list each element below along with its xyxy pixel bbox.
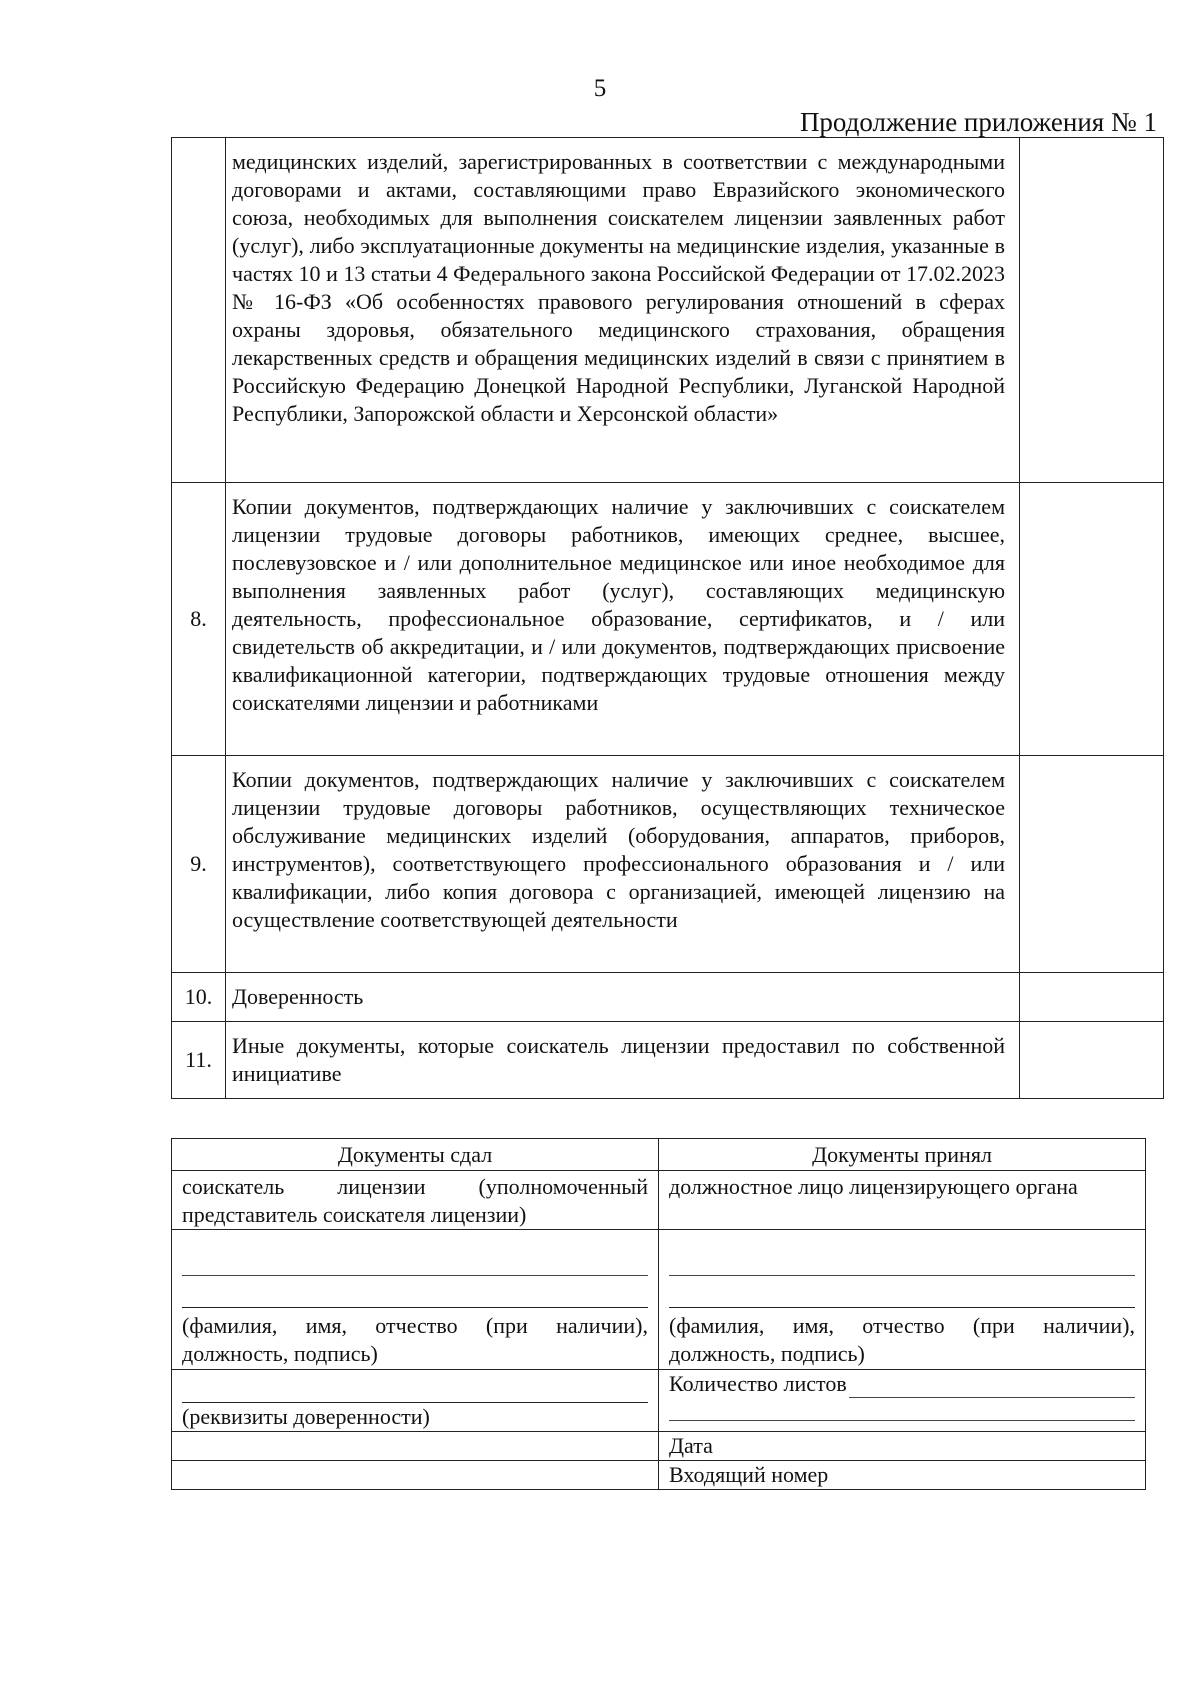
page-number: 5 <box>593 75 607 102</box>
item-mark-cell <box>1020 1022 1164 1099</box>
item-number: 8. <box>172 483 226 756</box>
item-mark-cell <box>1020 973 1164 1022</box>
table-row <box>172 138 1164 483</box>
item-mark-cell <box>1020 483 1164 756</box>
table-row <box>172 1370 1146 1432</box>
item-text: Копии документов, подтверждающих наличие у заключивших с соискателем лицензии трудовые договоры работников, имеющих среднее, высшее, послевузовское и / или дополнительное медицинское или иное необходимое для выполнения заявленных работ (услуг), составляющих медицинскую деятельность, профессиональное образование, сертификатов, и / или свидетельств об аккредитации, и / или документов, подтверждающих присвоение квалификационной категории, подтверждающих трудовые отношения между соискателями лицензии и работниками <box>226 483 1020 756</box>
item-text: медицинских изделий, зарегистрированных в соответствии с международными договорами и актами, составляющими право Евразийского экономического союза, необходимых для выполнения соискателем лицензии заявленных работ (услуг), либо эксплуатационные документы на медицинские изделия, указанные в частях 10 и 13 статьи 4 Федерального закона Российской Федерации от 17.02.2023 № 16-ФЗ «Об особенностях правового регулирования отношений в сферах охраны здоровья, обязательного медицинского страхования, обращения лекарственных средств и обращения медицинских изделий в связи с принятием в Российскую Федерацию Донецкой Народной Республики, Луганской Народной Республики, Запорожской области и Херсонской области» <box>226 138 1020 483</box>
table-row <box>172 483 1164 756</box>
submitted-header: Документы сдал <box>172 1139 659 1171</box>
applicant-signature-cell <box>172 1230 659 1370</box>
applicant-label: соискатель лицензии (уполномоченный представитель соискателя лицензии) <box>172 1171 659 1230</box>
signature-table <box>171 1138 1146 1490</box>
name-caption: (фамилия, имя, отчество (при наличии), должность, подпись) <box>182 1313 648 1366</box>
item-number: 11. <box>172 1022 226 1099</box>
official-label: должностное лицо лицензирующего органа <box>659 1171 1146 1230</box>
table-row <box>172 756 1164 973</box>
power-of-attorney-cell <box>172 1370 659 1432</box>
item-mark-cell <box>1020 756 1164 973</box>
table-row <box>172 1432 1146 1461</box>
official-signature-cell <box>659 1230 1146 1370</box>
fill-line <box>849 1375 1135 1398</box>
item-mark-cell <box>1020 138 1164 483</box>
item-number: 10. <box>172 973 226 1022</box>
documents-list-table <box>171 137 1164 1099</box>
table-row <box>172 1171 1146 1230</box>
sheet-count-cell <box>659 1370 1146 1432</box>
power-of-attorney-label: (реквизиты доверенности) <box>182 1404 430 1429</box>
item-number: 9. <box>172 756 226 973</box>
item-text: Доверенность <box>226 973 1020 1022</box>
signature-line <box>182 1370 648 1403</box>
table-row <box>172 1139 1146 1171</box>
sheet-count-label: Количество листов <box>669 1371 847 1396</box>
item-number <box>172 138 226 483</box>
date-label: Дата <box>659 1432 1146 1461</box>
signature-line <box>669 1276 1135 1308</box>
signature-line <box>182 1230 648 1276</box>
table-row <box>172 1461 1146 1490</box>
signature-line <box>182 1276 648 1308</box>
table-row <box>172 973 1164 1022</box>
appendix-continuation-label: Продолжение приложения № 1 <box>799 107 1157 137</box>
received-header: Документы принял <box>659 1139 1146 1171</box>
empty-cell <box>172 1461 659 1490</box>
sheet-count-row <box>669 1370 1135 1398</box>
signature-line <box>669 1230 1135 1276</box>
empty-cell <box>172 1432 659 1461</box>
fill-line <box>669 1398 1135 1421</box>
item-text: Иные документы, которые соискатель лицензии предоставил по собственной инициативе <box>226 1022 1020 1099</box>
item-text: Копии документов, подтверждающих наличие у заключивших с соискателем лицензии трудовые договоры работников, осуществляющих техническое обслуживание медицинских изделий (оборудования, аппаратов, приборов, инструментов), соответствующего профессионального образования и / или квалификации, либо копия договора с организацией, имеющей лицензию на осуществление соответствующей деятельности <box>226 756 1020 973</box>
table-row <box>172 1230 1146 1370</box>
table-row <box>172 1022 1164 1099</box>
name-caption: (фамилия, имя, отчество (при наличии), должность, подпись) <box>669 1313 1135 1366</box>
incoming-number-label: Входящий номер <box>659 1461 1146 1490</box>
